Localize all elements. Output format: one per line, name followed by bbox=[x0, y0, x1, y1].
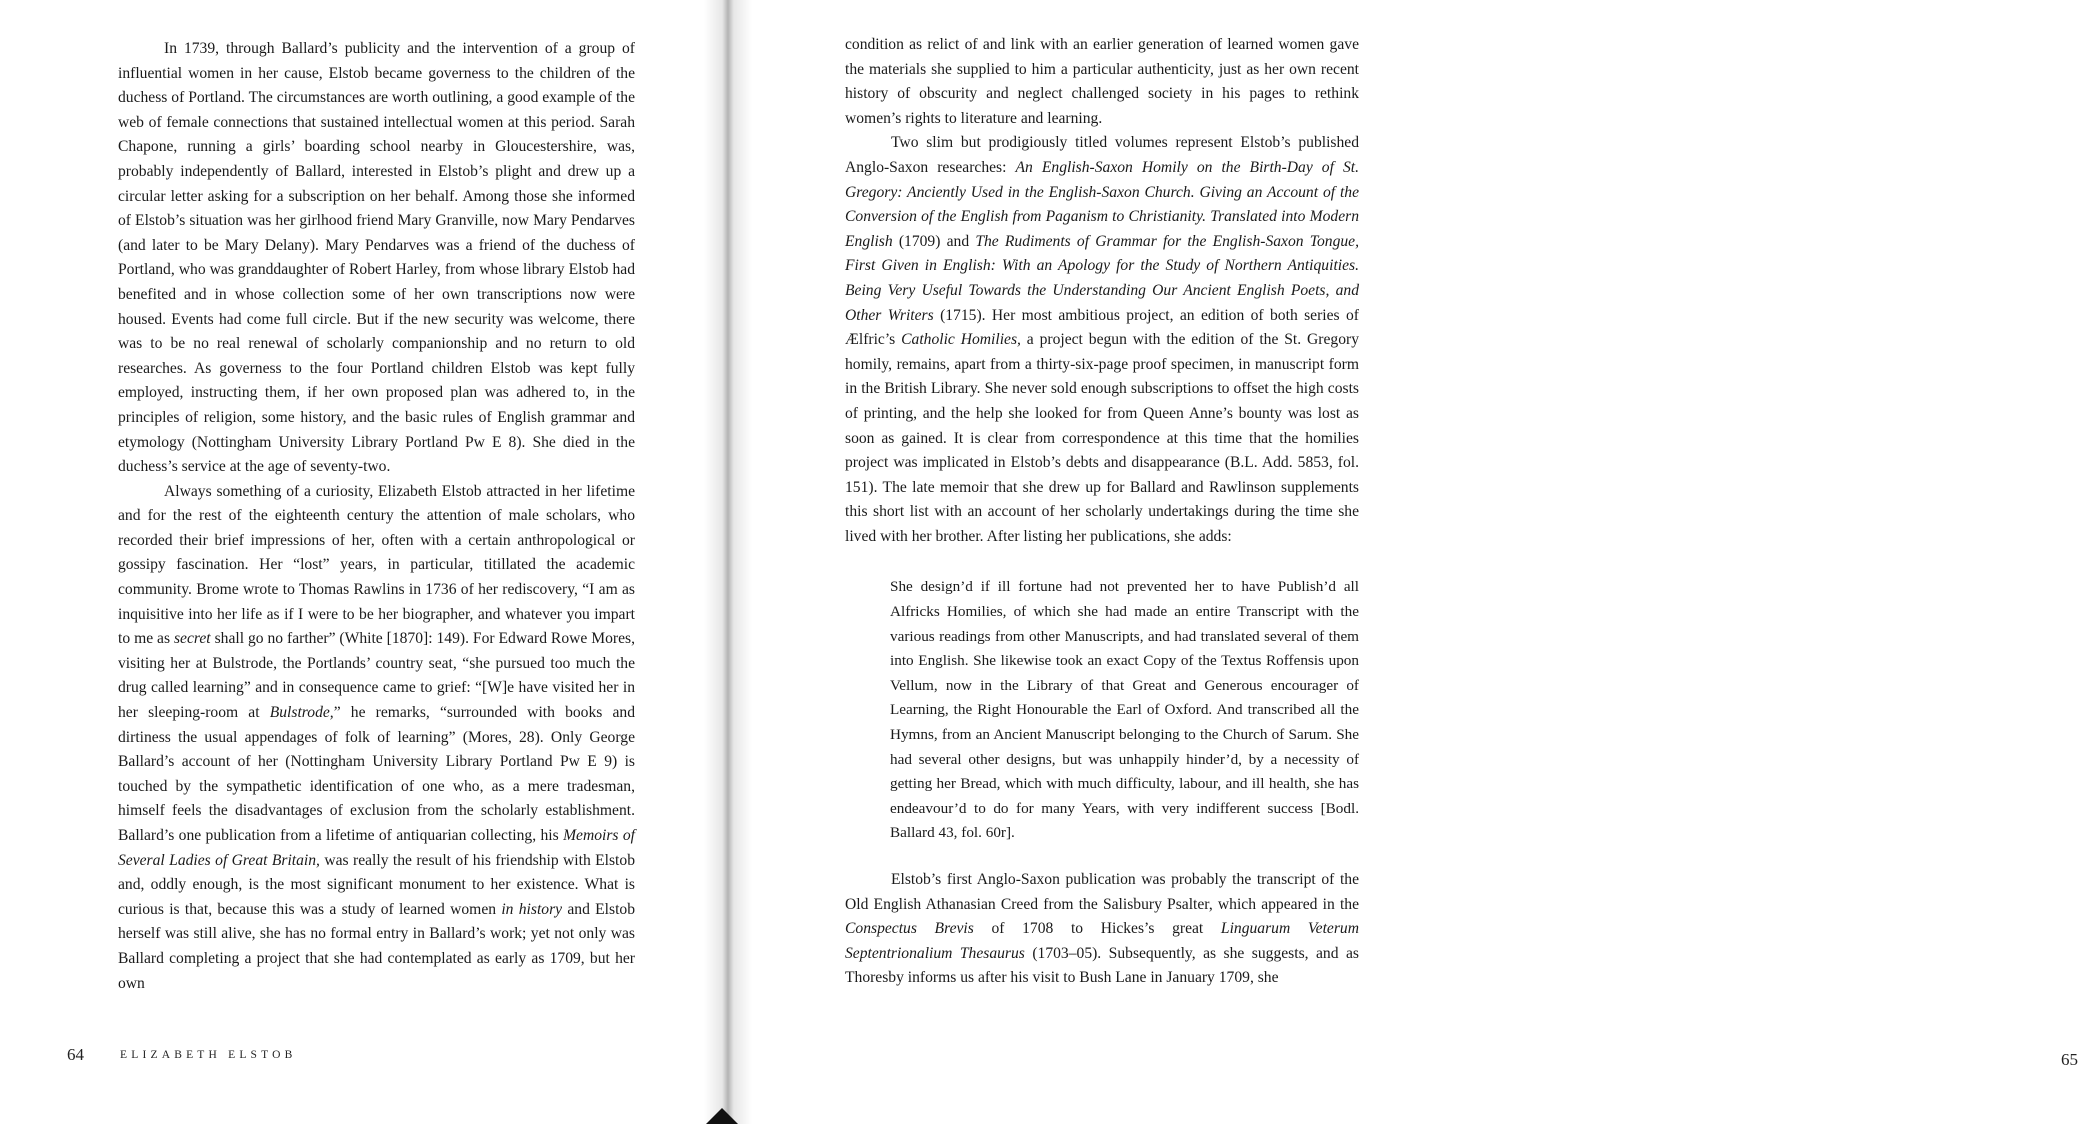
text-run: (1703–05). Subsequently, as she suggests, and as Thoresby informs us after his visit to Bush Lane in January 1709, she bbox=[845, 944, 1359, 987]
text-run: (1709) and bbox=[892, 232, 976, 250]
text-run: ” he remarks, “surrounded with books and dirtiness the usual appendages of folk of learning” (Mores, 28). Only George Ballard’s account of her (Nottingham University Library Portland Pw E 9) is touched by the sympathetic identification of one who, as a mere tradesman, himself feels the disadvantages of exclusion from the scholarly establishment. Ballard’s one publication from a lifetime of antiquarian collecting, his bbox=[118, 704, 635, 844]
italic-text: Memoirs of Several Ladies of Great Britain, bbox=[118, 827, 635, 869]
right-page-text bbox=[845, 33, 1359, 991]
left-page-text bbox=[118, 37, 635, 996]
italic-text: secret bbox=[173, 630, 211, 648]
page-number: 64 bbox=[67, 1045, 84, 1064]
paragraph bbox=[118, 480, 635, 996]
italic-text: The Rudiments of Grammar for the English-Saxon Tongue, First Given in English: With an Apology for the Study of Northern Antiquities. Being Very Useful Towards the Understanding Our Ancient English Poets, and Other Writers bbox=[845, 232, 1359, 324]
running-head: ELIZABETH ELSTOB bbox=[120, 1049, 297, 1061]
text-run: and Elstob herself was still alive, she has no formal entry in Ballard’s work; yet not only was Ballard completing a project that she had contemplated as early as 1709, but her own bbox=[118, 900, 635, 992]
italic-text: Bulstrode, bbox=[269, 704, 334, 722]
book-gutter-shadow bbox=[704, 0, 752, 1124]
italic-text: An English-Saxon Homily on the Birth-Day of St. Gregory: Anciently Used in the English-Saxon Church. Giving an Account of the Conversion of the English from Paganism to Christianity. Translated into Modern English bbox=[845, 158, 1360, 250]
gutter-notch bbox=[706, 1108, 738, 1124]
paragraph bbox=[845, 33, 1359, 131]
italic-text: Linguarum Veterum Septentrionalium Thesaurus bbox=[845, 920, 1359, 962]
left-page bbox=[0, 0, 722, 1124]
text-run: shall go no farther” (White [1870]: 149). For Edward Rowe Mores, visiting her at Bulstrode, the Portlands’ country seat, “she pursued too much the drug called learning” and in consequence came to grief: “[W]e have visited her in her sleeping-room at bbox=[118, 630, 635, 722]
text-run: a project begun with the edition of the St. Gregory homily, remains, apart from a thirty-six-page proof specimen, in manuscript form in the British Library. She never sold enough subscriptions to offset the high costs of printing, and the help she looked for from Queen Anne’s bounty was lost as soon as gained. It is clear from correspondence at this time that the homilies project was implicated in Elstob’s debts and disappearance (B.L. Add. 5853, fol. 151). The late memoir that she drew up for Ballard and Rawlinson supplements this short list with an account of her scholarly undertakings during the time she lived with her brother. After listing her publications, she adds: bbox=[845, 331, 1359, 545]
paragraph bbox=[845, 868, 1359, 991]
block-quote: She design’d if ill fortune had not prevented her to have Publish’d all Alfricks Homilies, of which she had made an entire Transcript with the various readings from other Manuscripts, and had translated several of them into English. She likewise took an exact Copy of the Textus Roffensis upon Vellum, now in the Library of that Great and Generous encourager of Learning, the Right Honourable the Earl of Oxford. And transcribed all the Hymns, from an Ancient Manuscript belonging to the Church of Sarum. She had several other designs, but was unhappily hinder’d, by a necessity of getting her Bread, which with much difficulty, labour, and ill health, she has endeavour’d to do for many Years, with very indifferent success [Bodl. Ballard 43, fol. 60r]. bbox=[890, 578, 1359, 842]
text-run: condition as relict of and link with an earlier generation of learned women gave the materials she supplied to him a particular authenticity, just as her own recent history of obscurity and neglect challenged society in his pages to rethink women’s rights to literature and learning. bbox=[845, 36, 1359, 127]
page-number: 65 bbox=[2061, 1050, 2078, 1069]
paragraph bbox=[118, 37, 635, 480]
text-run: of 1708 to Hickes’s great bbox=[973, 920, 1221, 938]
text-run: Elstob’s first Anglo-Saxon publication was probably the transcript of the Old English Athanasian Creed from the Salisbury Psalter, which appeared in the bbox=[845, 871, 1359, 913]
text-run: Two slim but prodigiously titled volumes represent Elstob’s published Anglo-Saxon researches: bbox=[845, 134, 1359, 176]
text-run: was really the result of his friendship with Elstob and, oddly enough, is the most significant monument to her existence. What is curious is that, because this was a study of learned women bbox=[118, 851, 635, 918]
text-run: In 1739, through Ballard’s publicity and the intervention of a group of influential women in her cause, Elstob became governess to the children of the duchess of Portland. The circumstances are worth outlining, a good example of the web of female connections that sustained intellectual women at this period. Sarah Chapone, running a girls’ boarding school nearby in Gloucestershire, was, probably independently of Ballard, interested in Elstob’s plight and drew up a circular letter asking for a subscription on her behalf. Among those she informed of Elstob’s situation was her girlhood friend Mary Granville, now Mary Pendarves (and later to be Mary Delany). Mary Pendarves was a friend of the duchess of Portland, who was granddaughter of Robert Harley, from whose library Elstob had benefited and in whose collection some of her own transcriptions now were housed. Events had come full circle. But if the new security was welcome, there was to be no real renewal of scholarly companionship and no return to old researches. As governess to the four Portland children Elstob was kept fully employed, instructing them, if her own proposed plan was adhered to, in the principles of religion, some history, and the basic rules of English grammar and etymology (Nottingham University Library Portland Pw E 8). She died in the duchess’s service at the age of seventy-two. bbox=[118, 40, 635, 476]
paragraph bbox=[845, 131, 1359, 549]
text-run: Always something of a curiosity, Elizabeth Elstob attracted in her lifetime and for the rest of the eighteenth century the attention of male scholars, who recorded their brief impressions of her, often with a certain anthropological or gossipy fascination. Her “lost” years, in particular, titillated the academic community. Brome wrote to Thomas Rawlins in 1736 of her rediscovery, “I am as inquisitive into her life as if I were to be her biographer, and whatever you impart to me as bbox=[118, 482, 635, 648]
text-run: (1715). Her most ambitious project, an edition of both series of Ælfric’s bbox=[845, 306, 1359, 349]
italic-text: Conspectus Brevis bbox=[845, 920, 974, 938]
italic-text: Catholic Homilies, bbox=[901, 331, 1021, 349]
italic-text: in history bbox=[501, 900, 563, 918]
